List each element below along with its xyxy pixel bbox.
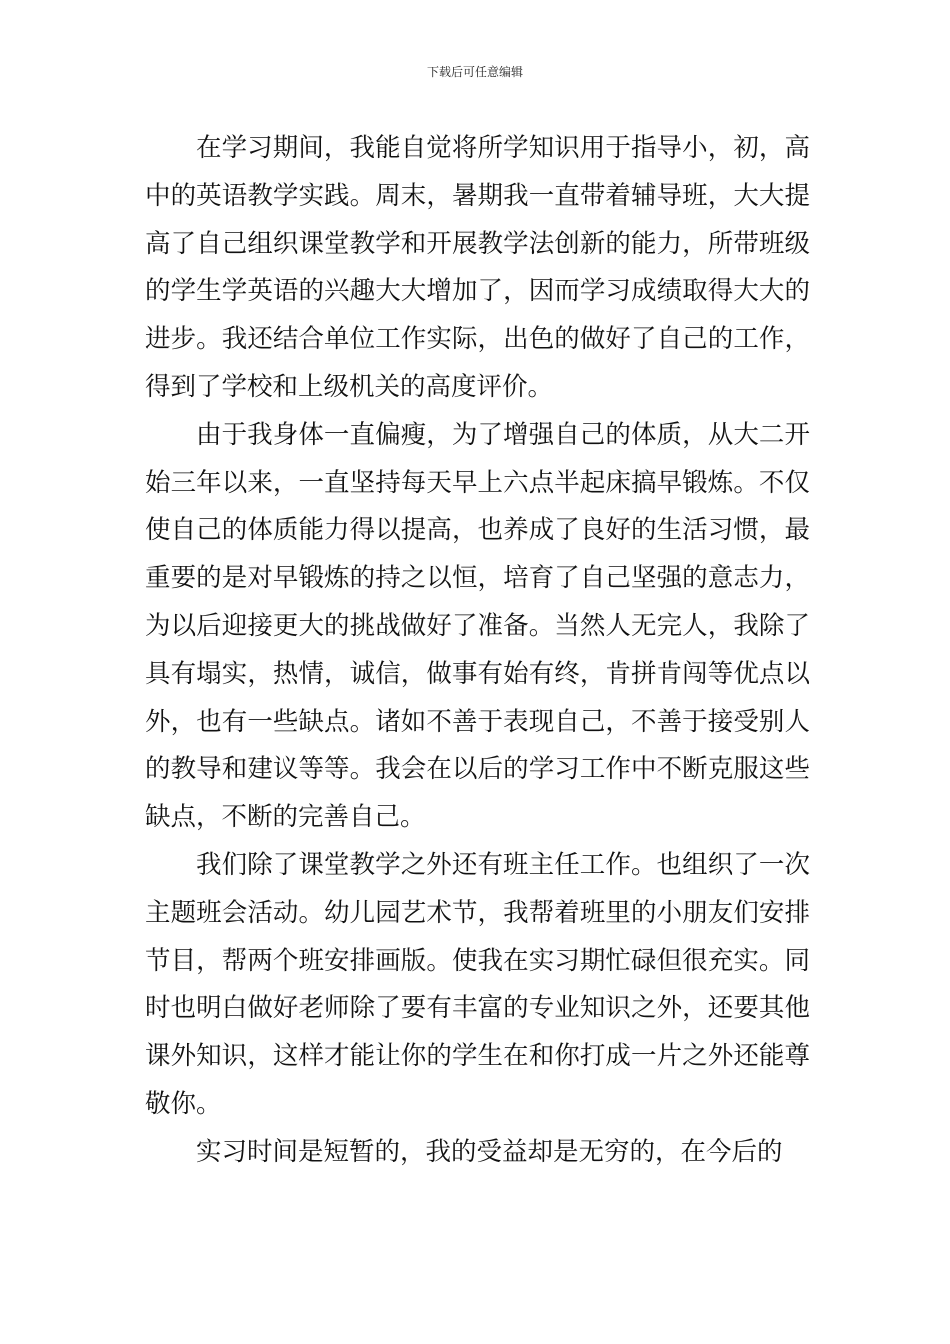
paragraph: 在学习期间，我能自觉将所学知识用于指导小，初，高中的英语教学实践。周末，暑期我一直带着辅导班，大大提高了自己组织课堂教学和开展教学法创新的能力，所带班级的学生学英语的兴趣大大增加了，因而学习成绩取得大大的进步。我还结合单位工作实际，出色的做好了自己的工作，得到了学校和上级机关的高度评价。 — [145, 133, 810, 402]
paragraph: 实习时间是短暂的，我的受益却是无穷的，在今后的 — [196, 1136, 783, 1167]
paragraph: 由于我身体一直偏瘦，为了增强自己的体质，从大二开始三年以来，一直坚持每天早上六点半起床搞早锻炼。不仅使自己的体质能力得以提高，也养成了良好的生活习惯，最重要的是对早锻炼的持之以恒，培育了自己坚强的意志力，为以后迎接更大的挑战做好了准备。当然人无完人，我除了具有塌实，热情，诚信，做事有始有终，肯拼肯闯等优点以外，也有一些缺点。诸如不善于表现自己，不善于接受别人的教导和建议等等。我会在以后的学习工作中不断克服这些缺点，不断的完善自己。 — [145, 419, 810, 833]
paragraph: 我们除了课堂教学之外还有班主任工作。也组织了一次主题班会活动。幼儿园艺术节，我帮着班里的小朋友们安排节目，帮两个班安排画版。使我在实习期忙碌但很充实。同时也明白做好老师除了要有丰富的专业知识之外，还要其他课外知识，这样才能让你的学生在和你打成一片之外还能尊敬你。 — [145, 849, 810, 1119]
document-body — [145, 125, 810, 1177]
page-header-note: 下载后可任意编辑 — [426, 65, 523, 79]
